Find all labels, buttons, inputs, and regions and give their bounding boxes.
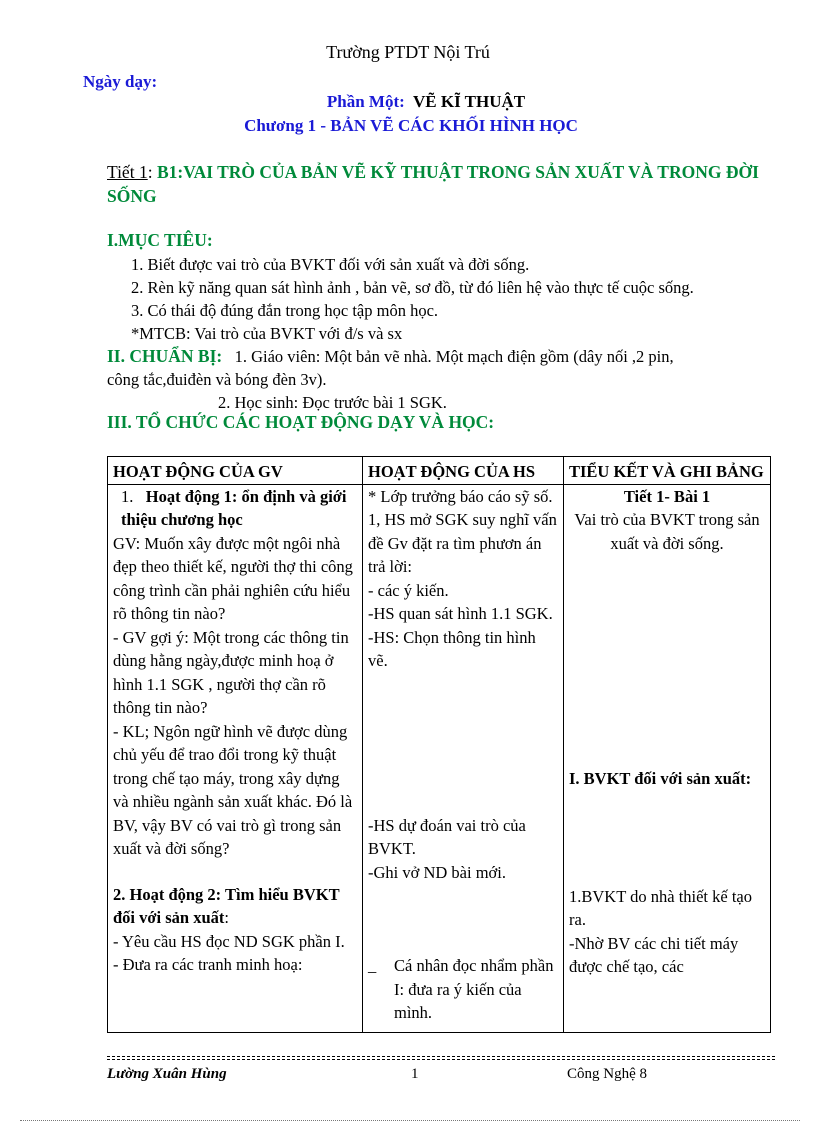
summary-title: Tiết 1- Bài 1 (623, 486, 711, 506)
table-header: TIỂU KẾT VÀ GHI BẢNG (564, 457, 771, 485)
activities-heading: III. TỔ CHỨC CÁC HOẠT ĐỘNG DẠY VÀ HỌC: (107, 412, 495, 432)
teacher-text: - Đưa ra các tranh minh hoạ: (113, 955, 303, 974)
preparation-student: 2. Học sinh: Đọc trước bài 1 SGK. (218, 393, 447, 412)
footer-divider (107, 1056, 775, 1057)
student-text: -HS dự đoán vai trò của BVKT. (368, 815, 526, 858)
objective-item: *MTCB: Vai trò của BVKT với đ/s và sx (131, 324, 403, 343)
activity-2-colon: : (224, 908, 229, 927)
table-header: HOẠT ĐỘNG CỦA GV (108, 457, 363, 485)
summary-cell (564, 484, 771, 1032)
footer-divider (107, 1059, 775, 1060)
preparation-line (107, 345, 674, 368)
part-prefix: Phần Một: (326, 92, 405, 111)
activity-2-title (113, 883, 357, 930)
teaching-date-label: Ngày dạy: (83, 72, 158, 91)
preparation-teacher-cont: công tắc,đuiđèn và bóng đèn 3v). (107, 370, 327, 389)
student-text: -HS: Chọn thông tin hình vẽ. (368, 627, 536, 670)
table-row (108, 484, 771, 1032)
lesson-title (107, 160, 777, 208)
activity-1-name: Hoạt động 1: ổn định và giới thiệu chương học (121, 486, 347, 529)
student-text: -Ghi vở ND bài mới. (368, 862, 506, 882)
preparation-heading: II. CHUẨN BỊ: (107, 346, 223, 366)
part-name: VẼ KĨ THUẬT (413, 92, 526, 111)
summary-section-heading: I. BVKT đối với sản xuất: (569, 769, 752, 788)
bullet: _ (368, 956, 377, 975)
summary-text: -Nhờ BV các chi tiết máy được chế tạo, các (569, 933, 739, 976)
objective-item: 2. Rèn kỹ năng quan sát hình ảnh , bản vẽ, sơ đồ, từ đó liên hệ vào thực tế cuộc sống. (131, 278, 694, 297)
table-header-row (108, 457, 771, 485)
teacher-activity-cell (108, 484, 363, 1032)
activity-1-number: 1. (121, 486, 134, 506)
lesson-table (107, 456, 771, 1033)
footer-author: Lường Xuân Hùng (107, 1066, 227, 1082)
student-text: -HS quan sát hình 1.1 SGK. (368, 604, 553, 623)
summary-subtitle: Vai trò của BVKT trong sản xuất và đời sống. (574, 510, 760, 553)
part-title (0, 92, 816, 112)
student-activity-cell (363, 484, 564, 1032)
footer-subject: Công Nghệ 8 (567, 1066, 647, 1082)
teacher-text: - Yêu cầu HS đọc ND SGK phần I. (113, 931, 345, 951)
teacher-text: - KL; Ngôn ngữ hình vẽ được dùng chủ yếu để trao đổi trong kỹ thuật trong chế tạo máy, trong xây dựng và nhiều ngành sản xuất khác. Đó là BV, vậy BV có vai trò gì trong sản xuất và đời sống? (113, 721, 353, 858)
lesson-period: Tiết 1 (107, 162, 148, 182)
student-text: * Lớp trưởng báo cáo sỹ số. 1, HS mở SGK suy nghĩ vấn đề Gv đặt ra tìm phươn án trả lời: (368, 486, 557, 576)
footer-page-number: 1 (411, 1066, 419, 1082)
school-name: Trường PTDT Nội Trú (326, 42, 490, 62)
teacher-text: - GV gợi ý: Một trong các thông tin dùng hằng ngày,được minh hoạ ở hình 1.1 SGK , người thợ cần rõ thông tin nào? (113, 627, 349, 717)
lesson-name: B1:VAI TRÒ CỦA BẢN VẼ KỸ THUẬT TRONG SẢN XUẤT VÀ TRONG ĐỜI SỐNG (107, 162, 759, 206)
table-header: HOẠT ĐỘNG CỦA HS (363, 457, 564, 485)
summary-text: 1.BVKT do nhà thiết kế tạo ra. (569, 886, 752, 929)
chapter-title: Chương 1 - BẢN VẼ CÁC KHỐI HÌNH HỌC (244, 116, 578, 135)
activity-2-name: 2. Hoạt động 2: Tìm hiểu BVKT đối với sản xuất (113, 884, 340, 927)
student-text: Cá nhân đọc nhẩm phần I: đưa ra ý kiến của mình. (394, 956, 554, 1022)
preparation-teacher: 1. Giáo viên: Một bản vẽ nhà. Một mạch điện gồm (dây nối ,2 pin, (234, 347, 674, 366)
teacher-text: GV: Muốn xây được một ngôi nhà đẹp theo thiết kế, người thợ thi công công trình cần phải nghiên cứu hiểu rõ thông tin nào? (113, 533, 353, 623)
activity-1-title (113, 485, 357, 532)
student-item (368, 954, 558, 1025)
page-edge-line (20, 1120, 800, 1121)
lesson-colon: : (147, 162, 153, 182)
objectives-heading: I.MỤC TIÊU: (107, 230, 213, 250)
student-text: - các ý kiến. (368, 580, 449, 600)
objective-item: 1. Biết được vai trò của BVKT đối với sản xuất và đời sống. (131, 255, 530, 274)
objective-item: 3. Có thái độ đúng đắn trong học tập môn học. (131, 301, 439, 320)
